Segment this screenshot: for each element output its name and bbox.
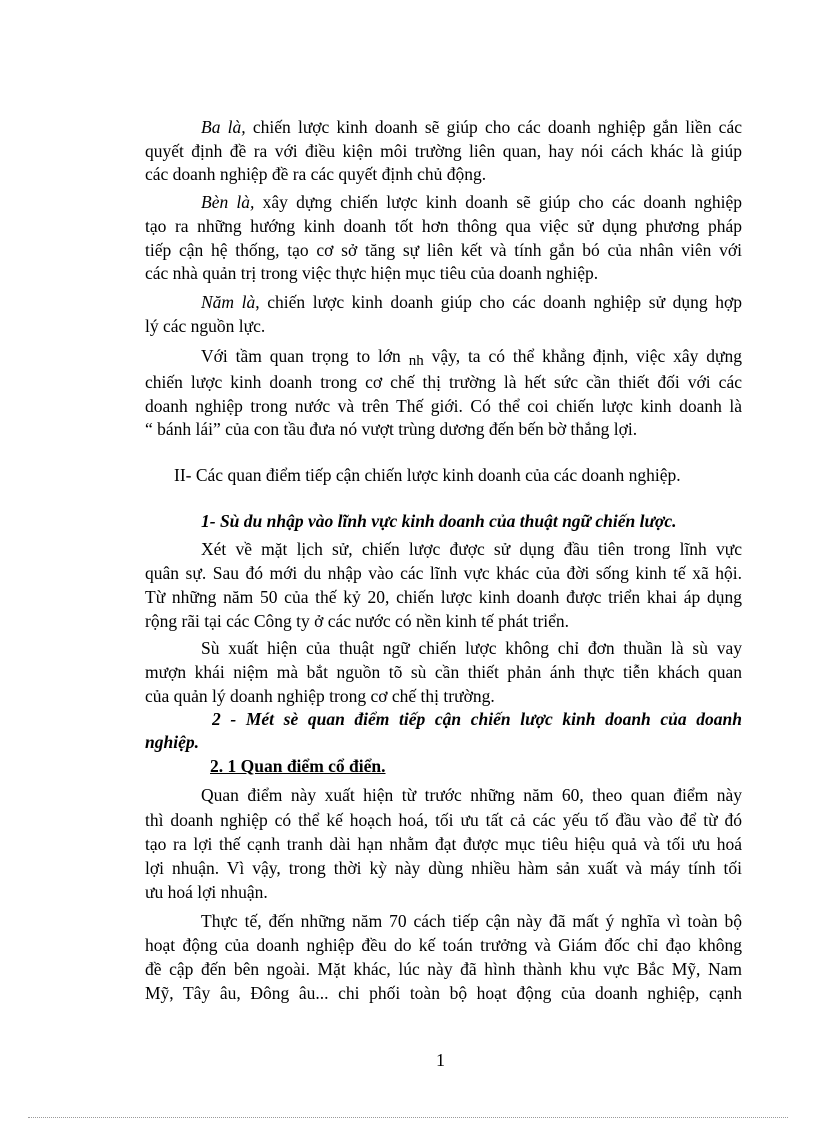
subsection-heading: nghiệp. [145, 732, 199, 752]
paragraph-line: tạo ra những hướng kinh doanh tốt hơn thông qua việc sử dụng phương pháp [145, 216, 742, 236]
paragraph-line: hoạt động của doanh nghiệp đều do kế toán trưởng và Giám đốc chỉ đạo không [145, 935, 742, 955]
paragraph-line: các nhà quản trị trong việc thực hiện mục tiêu của doanh nghiệp. [145, 263, 599, 283]
paragraph-line: Mỹ, Tây âu, Đông âu... chi phối toàn bộ hoạt động của doanh nghiệp, cạnh [145, 983, 742, 1003]
paragraph-line: Từ những năm 50 của thế kỷ 20, chiến lược kinh doanh được triển khai áp dụng [145, 587, 742, 607]
paragraph-text: vậy, ta có thể khẳng định, việc xây dựng [423, 346, 742, 366]
paragraph-line: thì doanh nghiệp có thể kế hoạch hoá, tối ưu tất cả các yếu tố đầu vào để từ đó [145, 810, 742, 830]
paragraph-line: đề cập đến bên ngoài. Mặt khác, lúc này đã hình thành khu vực Bắc Mỹ, Nam [145, 959, 742, 979]
paragraph-line: Sù xuất hiện của thuật ngữ chiến lược không chỉ đơn thuần là sù vay [201, 638, 742, 658]
paragraph-line: quyết định đề ra với điều kiện môi trường liên quan, hay nói cách khác là giúp [145, 141, 742, 161]
paragraph-line: Quan điểm này xuất hiện từ trước những năm 60, theo quan điểm này [201, 785, 742, 805]
paragraph-line: tiếp cận hệ thống, tạo cơ sở tăng sự liên kết và tính gắn bó của nhân viên với [145, 240, 742, 260]
paragraph-text: chiến lược kinh doanh sẽ giúp cho các doanh nghiệp gắn liền các [245, 117, 742, 137]
subsection-heading: 1- Sù du nhập vào lĩnh vực kinh doanh của thuật ngữ chiến lược. [201, 511, 677, 531]
paragraph-line: lý các nguồn lực. [145, 316, 266, 336]
paragraph-line [201, 115, 742, 139]
paragraph-text: , chiến lược kinh doanh giúp cho các doanh nghiệp sử dụng hợp [255, 292, 742, 312]
section-heading: II- Các quan điểm tiếp cận chiến lược kinh doanh của các doanh nghiệp. [174, 465, 681, 485]
paragraph-lead: Bèn là, [201, 192, 255, 212]
paragraph-line: “ bánh lái” của con tầu đưa nó vượt trùng dương đến bến bờ thắng lợi. [145, 419, 638, 439]
paragraph-line [201, 190, 742, 214]
paragraph-line: quân sự. Sau đó mới du nhập vào các lĩnh vực khác của đời sống kinh tế xã hội. [145, 563, 742, 583]
paragraph-line: của quản lý doanh nghiệp trong cơ chế thị trường. [145, 686, 495, 706]
typo-fragment: nh [408, 353, 424, 369]
paragraph-line [201, 344, 742, 370]
paragraph-line: Xét về mặt lịch sử, chiến lược được sử dụng đầu tiên trong lĩnh vực [201, 539, 742, 559]
paragraph-line: các doanh nghiệp đề ra các quyết định chủ động. [145, 164, 487, 184]
paragraph-line: doanh nghiệp trong nước và trên Thế giới. Có thể coi chiến lược kinh doanh là [145, 396, 742, 416]
page-bottom-rule [28, 1117, 788, 1118]
paragraph-line [201, 290, 742, 314]
paragraph-line: tạo ra lợi thế cạnh tranh dài hạn nhằm đạt được mục tiêu hiệu quả và tối ưu hoá [145, 834, 742, 854]
paragraph-line: mượn khái niệm mà bắt nguồn tõ sù cần thiết phản ánh thực tiễn khách quan [145, 662, 742, 682]
subsection-heading: 2 - Mét sè quan điểm tiếp cận chiến lược kinh doanh của doanh [212, 709, 742, 729]
paragraph-lead: Năm là [201, 292, 256, 312]
paragraph-line: chiến lược kinh doanh trong cơ chế thị trường là hết sức cần thiết đối với các [145, 372, 742, 392]
paragraph-lead: Ba là, [201, 117, 246, 137]
page-number: 1 [436, 1050, 445, 1070]
paragraph-line: ưu hoá lợi nhuận. [145, 882, 268, 902]
paragraph-text: Với tầm quan trọng to lớn [201, 346, 409, 366]
paragraph-text: xây dựng chiến lược kinh doanh sẽ giúp cho các doanh nghiệp [254, 192, 742, 212]
subsubsection-heading: 2. 1 Quan điểm cổ điển. [210, 756, 386, 776]
heading-wrapper [210, 754, 742, 778]
paragraph-line: lợi nhuận. Vì vậy, trong thời kỳ này dùng nhiều hàm sản xuất và máy tính tối [145, 858, 742, 878]
paragraph-line: Thực tế, đến những năm 70 cách tiếp cận này đã mất ý nghĩa vì toàn bộ [201, 911, 742, 931]
paragraph-line: rộng rãi tại các Công ty ở các nước có nền kinh tế phát triển. [145, 611, 570, 631]
